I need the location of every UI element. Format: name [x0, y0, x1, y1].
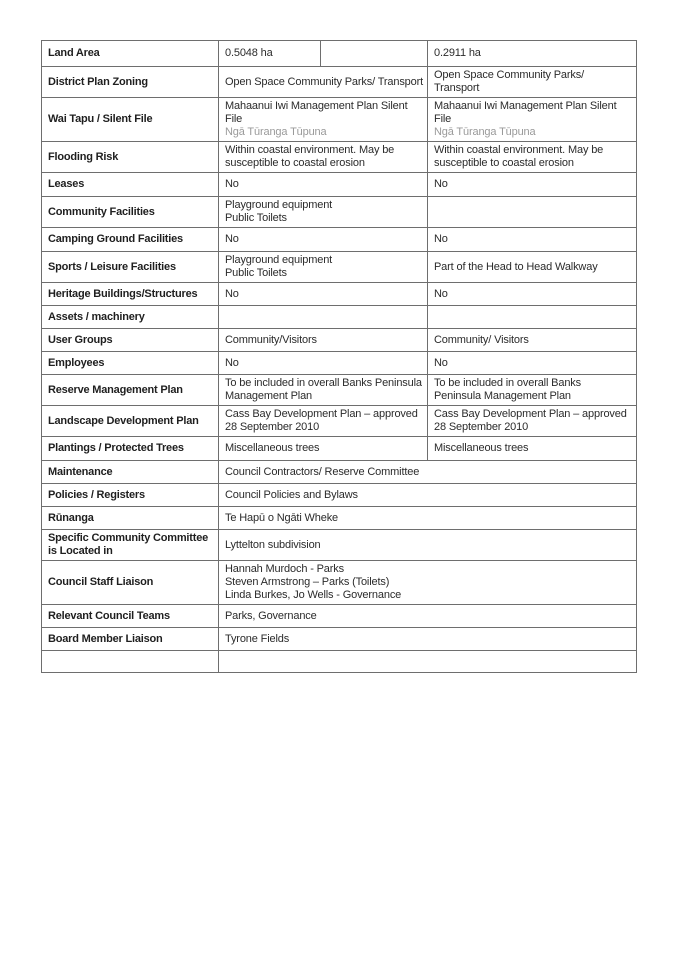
row-label-line: District Plan Zoning: [48, 75, 148, 88]
row-label-line: Sports / Leisure Facilities: [48, 260, 176, 273]
value-cell: [428, 406, 637, 437]
row-label-line: Community Facilities: [48, 205, 155, 218]
value-cell: [428, 306, 637, 329]
row-label: [42, 406, 219, 437]
row-label: [42, 507, 219, 530]
row-label: [42, 329, 219, 352]
table-row: [42, 437, 637, 461]
row-label: [42, 41, 219, 67]
cell-line: 0.5048 ha: [225, 47, 273, 59]
row-label: [42, 530, 219, 561]
table-body: [42, 41, 637, 673]
cell-line: Lyttelton subdivision: [225, 538, 321, 551]
table-row: [42, 605, 637, 628]
table-row: [42, 283, 637, 306]
table-row: [42, 561, 637, 605]
value-cell: [219, 605, 637, 628]
row-label: [42, 283, 219, 306]
table-row: [42, 41, 637, 67]
row-label: [42, 628, 219, 651]
value-cell: [428, 142, 637, 173]
cell-line: No: [225, 233, 239, 245]
cell-line: File: [434, 113, 452, 125]
row-label-line: Rūnanga: [48, 511, 94, 524]
value-cell: [219, 530, 637, 561]
table-row: [42, 507, 637, 530]
cell-line: No: [434, 233, 448, 245]
value-cell: [219, 437, 428, 461]
value-cell: [219, 306, 428, 329]
cell-line: Playground equipment: [225, 199, 333, 211]
cell-line-muted: Ngā Tūranga Tūpuna: [225, 126, 327, 138]
cell-line: Cass Bay Development Plan – approved: [434, 408, 627, 420]
table-row: [42, 306, 637, 329]
cell-line: 28 September 2010: [434, 421, 529, 433]
cell-line: Hannah Murdoch - Parks: [225, 563, 344, 575]
value-cell: [428, 173, 637, 197]
value-cell: [219, 628, 637, 651]
row-label-line: is Located in: [48, 545, 113, 557]
row-label-line: Specific Community Committee: [48, 532, 209, 544]
row-label-line: Heritage Buildings/Structures: [48, 287, 198, 300]
table-row: [42, 329, 637, 352]
cell-line: 0.2911 ha: [434, 47, 481, 59]
table-row: [42, 530, 637, 561]
row-label-line: Land Area: [48, 47, 100, 59]
row-label-line: Flooding Risk: [48, 150, 119, 163]
table-row: [42, 651, 637, 673]
value-cell: [428, 352, 637, 375]
cell-line: Playground equipment: [225, 254, 333, 266]
cell-line: No: [434, 178, 448, 190]
value-cell: [428, 197, 637, 228]
table-row: [42, 228, 637, 252]
cell-line: Community/Visitors: [225, 333, 317, 346]
cell-line: No: [225, 356, 239, 369]
value-cell: [428, 375, 637, 406]
cell-line: Peninsula Management Plan: [434, 390, 571, 402]
cell-line: Within coastal environment. May be: [434, 144, 604, 156]
row-label: [42, 67, 219, 98]
value-cell: [219, 651, 637, 673]
row-label: [42, 142, 219, 173]
row-label: [42, 252, 219, 283]
row-label-line: Board Member Liaison: [48, 632, 163, 645]
cell-line: Linda Burkes, Jo Wells - Governance: [225, 589, 402, 601]
row-label-line: Plantings / Protected Trees: [48, 442, 184, 454]
table-row: [42, 375, 637, 406]
cell-line: Miscellaneous trees: [434, 442, 529, 454]
row-label-line: Assets / machinery: [48, 310, 145, 323]
row-label-line: Employees: [48, 356, 105, 369]
cell-line: To be included in overall Banks: [434, 377, 581, 389]
row-label-line: Wai Tapu / Silent File: [48, 113, 153, 125]
row-label: [42, 605, 219, 628]
value-cell: [219, 406, 428, 437]
cell-line: Transport: [434, 82, 480, 94]
cell-line: Tyrone Fields: [225, 632, 290, 645]
value-cell: [219, 352, 428, 375]
cell-line-muted: Ngā Tūranga Tūpuna: [434, 126, 536, 138]
cell-line: Community/ Visitors: [434, 333, 529, 346]
cell-line: Mahaanui Iwi Management Plan Silent: [225, 100, 408, 112]
cell-line: To be included in overall Banks Peninsula: [225, 377, 422, 389]
cell-line: Public Toilets: [225, 212, 287, 224]
cell-line: Within coastal environment. May be: [225, 144, 395, 156]
table-row: [42, 252, 637, 283]
row-label: [42, 228, 219, 252]
row-label: [42, 306, 219, 329]
table-row: [42, 98, 637, 142]
table-row: [42, 197, 637, 228]
value-cell: [428, 67, 637, 98]
row-label-line: Camping Ground Facilities: [48, 233, 183, 245]
cell-line: Open Space Community Parks/ Transport: [225, 75, 424, 88]
cell-line: Open Space Community Parks/: [434, 69, 585, 81]
row-label: [42, 561, 219, 605]
value-cell: [219, 41, 321, 67]
table-row: [42, 352, 637, 375]
row-label: [42, 197, 219, 228]
value-cell: [219, 197, 428, 228]
value-cell: [219, 228, 428, 252]
value-cell: [219, 507, 637, 530]
value-cell: [428, 252, 637, 283]
value-cell: [219, 329, 428, 352]
cell-line: 28 September 2010: [225, 421, 320, 433]
table-row: [42, 484, 637, 507]
value-cell: [219, 484, 637, 507]
value-cell: [428, 228, 637, 252]
value-cell: [219, 375, 428, 406]
table-row: [42, 628, 637, 651]
row-label-line: Relevant Council Teams: [48, 609, 170, 622]
cell-line: Council Policies and Bylaws: [225, 488, 358, 501]
value-cell: [219, 142, 428, 173]
property-info-table: [41, 40, 637, 673]
value-cell: [219, 461, 637, 484]
row-label: [42, 173, 219, 197]
cell-line: No: [225, 178, 239, 190]
row-label: [42, 437, 219, 461]
table-row: [42, 142, 637, 173]
value-cell: [219, 67, 428, 98]
table-row: [42, 461, 637, 484]
value-cell: [219, 283, 428, 306]
cell-line: File: [225, 113, 243, 125]
table-row: [42, 67, 637, 98]
row-label: [42, 98, 219, 142]
cell-line: Council Contractors/ Reserve Committee: [225, 465, 420, 478]
row-label-line: Leases: [48, 178, 85, 190]
table-row: [42, 173, 637, 197]
value-cell: [219, 98, 428, 142]
row-label-line: Reserve Management Plan: [48, 383, 183, 396]
value-cell: [321, 41, 428, 67]
cell-line: No: [434, 356, 448, 369]
cell-line: Steven Armstrong – Parks (Toilets): [225, 576, 390, 588]
value-cell: [219, 561, 637, 605]
row-label: [42, 352, 219, 375]
cell-line: Public Toilets: [225, 267, 287, 279]
value-cell: [428, 437, 637, 461]
cell-line: Parks, Governance: [225, 609, 317, 622]
cell-line: Management Plan: [225, 390, 313, 402]
cell-line: Part of the Head to Head Walkway: [434, 260, 598, 273]
row-label: [42, 375, 219, 406]
row-label-line: Landscape Development Plan: [48, 414, 199, 427]
cell-line: Miscellaneous trees: [225, 442, 320, 454]
row-label: [42, 651, 219, 673]
value-cell: [428, 283, 637, 306]
row-label-line: User Groups: [48, 333, 113, 346]
cell-line: Te Hapū o Ngāti Wheke: [225, 511, 339, 524]
cell-line: Cass Bay Development Plan – approved: [225, 408, 418, 420]
cell-line: No: [225, 287, 239, 300]
row-label: [42, 461, 219, 484]
value-cell: [428, 41, 637, 67]
value-cell: [428, 98, 637, 142]
cell-line: susceptible to coastal erosion: [225, 157, 365, 169]
value-cell: [219, 252, 428, 283]
row-label-line: Council Staff Liaison: [48, 576, 154, 588]
cell-line: No: [434, 287, 448, 300]
row-label-line: Maintenance: [48, 465, 113, 478]
row-label: [42, 484, 219, 507]
row-label-line: Policies / Registers: [48, 488, 145, 501]
value-cell: [428, 329, 637, 352]
value-cell: [219, 173, 428, 197]
table-row: [42, 406, 637, 437]
cell-line: susceptible to coastal erosion: [434, 157, 574, 169]
cell-line: Mahaanui Iwi Management Plan Silent: [434, 100, 617, 112]
